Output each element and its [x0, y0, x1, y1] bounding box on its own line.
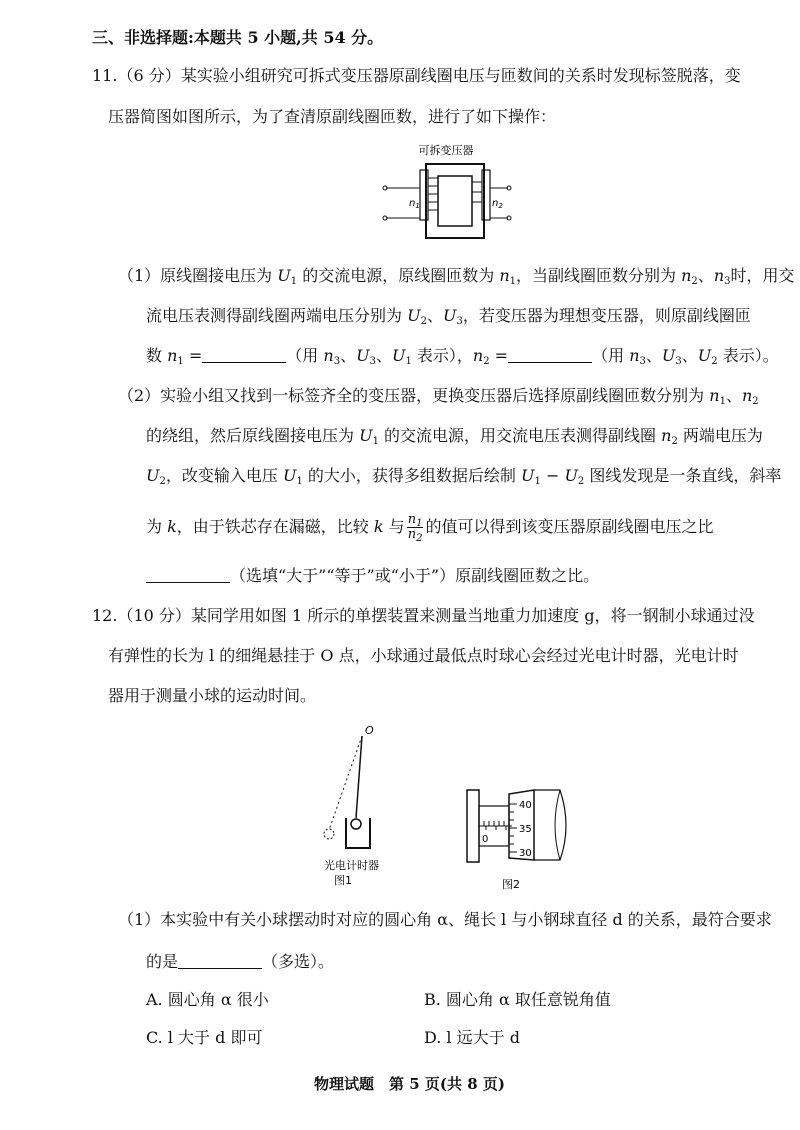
figure1-caption: 图1: [334, 874, 352, 887]
pendulum-figure: [310, 718, 420, 898]
option-a[interactable]: A. 圆心角 α 很小: [146, 990, 269, 1009]
q11-p1-line3: 数 $n_1$ = （用 $n_3$、$U_3$、$U_1$ 表示），$n_2$ = （用 $n_3$、$U_3$、$U_2$ 表示）。: [146, 346, 779, 367]
thimble-tick-30: 30: [519, 848, 532, 859]
q12-intro-line1: 12.（10 分）某同学用如图 1 所示的单摆装置来测量当地重力加速度 g，将一钢制小球通过没: [92, 606, 755, 625]
q12-p1-line1: （1）本实验中有关小球摆动时对应的圆心角 α、绳长 l 与小钢球直径 d 的关系，最符合要求: [118, 910, 772, 929]
thimble-tick-40: 40: [519, 800, 532, 811]
pivot-label: O: [365, 724, 374, 737]
q11-p1-line2: 流电压表测得副线圈两端电压分别为 $U_2$、$U_3$，若变压器为理想变压器，则原副线圈匝: [146, 306, 751, 327]
q12-intro-line3: 器用于测量小球的运动时间。: [108, 686, 317, 705]
n1-over-n2-fraction: $\frac{n_1}{n_2}$: [407, 512, 423, 544]
n1-label: $n_1$: [409, 198, 420, 210]
section-header: 三、非选择题:本题共 5 小题,共 54 分。: [92, 28, 384, 47]
q12-intro-line2: 有弹性的长为 l 的细绳悬挂于 O 点，小球通过最低点时球心会经过光电计时器，光电计时: [108, 646, 739, 665]
q11-p2-line2: 的绕组，然后原线圈接电压为 $U_1$ 的交流电源，用交流电压表测得副线圈 $n_2$ 两端电压为: [146, 426, 763, 447]
sleeve-zero-label: 0: [482, 834, 489, 845]
photogate-label: 光电计时器: [324, 859, 379, 872]
n2-label: $n_2$: [492, 198, 503, 210]
thimble-tick-35: 35: [519, 824, 532, 835]
q11-p2-line4: 为 k，由于铁芯存在漏磁，比较 k 与 $\frac{n_1}{n_2}$ 的值可以得到该变压器原副线圈电压之比: [146, 512, 714, 544]
answer-blank-n2[interactable]: [508, 348, 592, 363]
answer-blank-choice[interactable]: [178, 954, 262, 969]
option-b[interactable]: B. 圆心角 α 取任意锐角值: [424, 990, 611, 1009]
answer-blank-compare[interactable]: [146, 568, 230, 583]
q11-p1-line1: （1）原线圈接电压为 $U_1$ 的交流电源，原线圈匝数为 $n_1$，当副线圈匝数分别为 $n_2$、$n_3$时，用交: [118, 266, 795, 287]
q12-p1-line2: 的是 （多选）。: [146, 952, 335, 971]
q11-p2-line3: $U_2$，改变输入电压 $U_1$ 的大小，获得多组数据后绘制 $U_1 - U_2$ 图线发现是一条直线，斜率: [146, 466, 782, 487]
option-d[interactable]: D. l 远大于 d: [424, 1028, 520, 1047]
figure2-caption: 图2: [502, 878, 520, 891]
answer-blank-n1[interactable]: [202, 348, 286, 363]
page-footer: 物理试题 第 5 页(共 8 页): [314, 1075, 505, 1093]
option-c[interactable]: C. l 大于 d 即可: [146, 1028, 263, 1047]
q11-intro-line2: 压器简图如图所示，为了查清原副线圈匝数，进行了如下操作：: [108, 107, 557, 126]
q11-intro-line1: 11.（6 分）某实验小组研究可拆式变压器原副线圈电压与匝数间的关系时发现标签脱落，变: [92, 66, 741, 85]
micrometer-figure: [460, 782, 590, 892]
transformer-title: 可拆变压器: [418, 144, 474, 157]
q11-p2-line1: （2）实验小组又找到一标签齐全的变压器，更换变压器后选择原副线圈匝数分别为 $n_1$、$n_2$: [118, 386, 759, 407]
q11-p2-line5: （选填“大于”“等于”或“小于”）原副线圈匝数之比。: [146, 566, 599, 586]
transformer-figure: [376, 142, 516, 252]
